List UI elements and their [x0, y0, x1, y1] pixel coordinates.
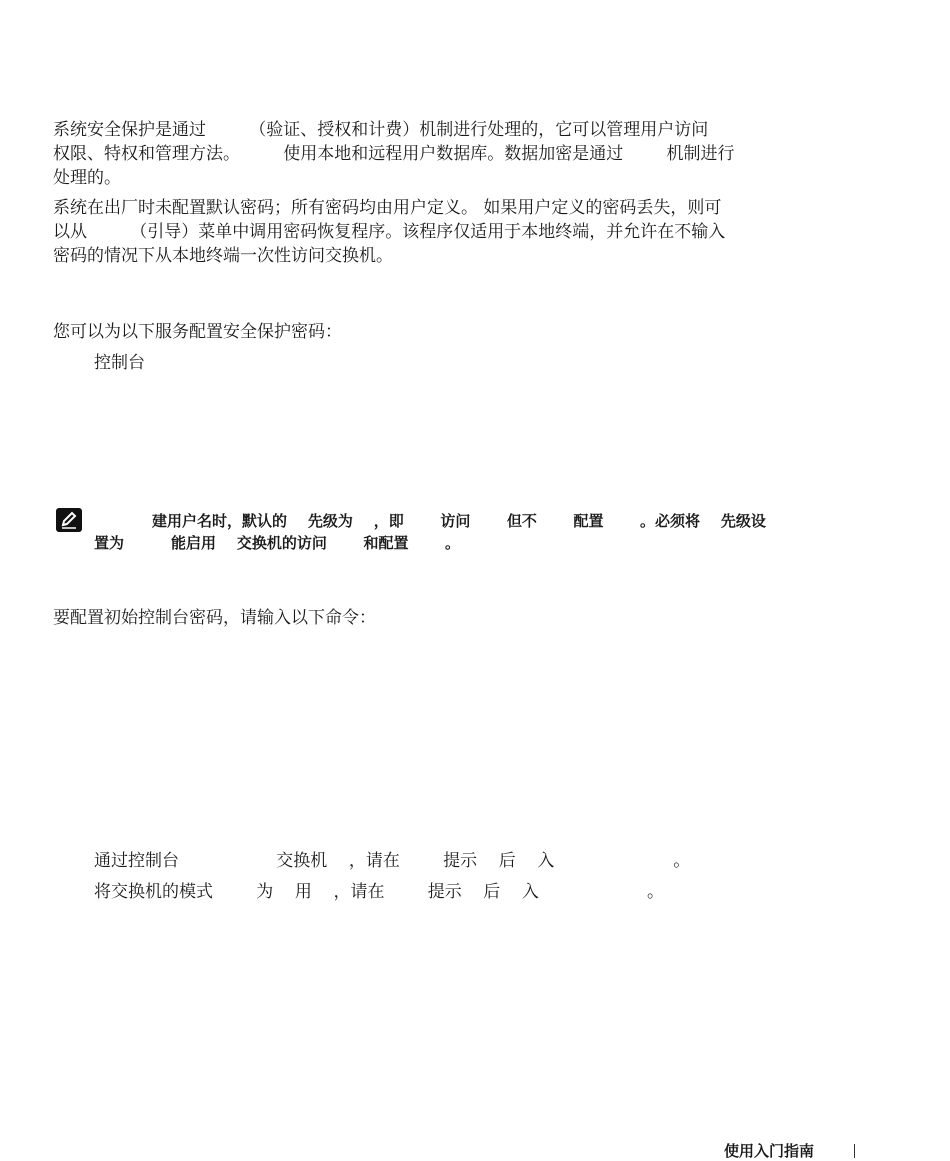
intro-line-1: 系统安全保护是通过 （验证、授权和计费）机制进行处理的，它可以管理用户访问 [53, 120, 709, 140]
default-password-line-3: 密码的情况下从本地终端一次性访问交换机。 [53, 246, 393, 266]
service-item-console: 控制台 [94, 353, 145, 373]
note-line-1: 建用户名时，默认的 先级为 ，即 访问 但不 配置 。必须将 先级设 [152, 512, 766, 530]
step-1: 通过控制台 交换机 ，请在 提示 后 入 。 [94, 851, 691, 871]
console-password-intro: 要配置初始控制台密码，请输入以下命令： [53, 608, 376, 628]
services-intro: 您可以为以下服务配置安全保护密码： [53, 322, 342, 342]
footer-divider [854, 1144, 855, 1158]
step-2: 将交换机的模式 为 用 ，请在 提示 后 入 。 [94, 882, 664, 902]
note-line-2: 置为 能启用 交换机的访问 和配置 。 [94, 534, 461, 552]
intro-line-3: 处理的。 [53, 168, 121, 188]
pencil-note-icon [56, 508, 82, 532]
default-password-line-2: 以从 （引导）菜单中调用密码恢复程序。该程序仅适用于本地终端，并允许在不输入 [53, 222, 726, 242]
intro-line-2: 权限、特权和管理方法。 使用本地和远程用户数据库。数据加密是通过 机制进行 [53, 144, 735, 164]
default-password-line-1: 系统在出厂时未配置默认密码；所有密码均由用户定义。 如果用户定义的密码丢失，则可 [53, 198, 722, 218]
footer-label: 使用入门指南 [724, 1142, 815, 1160]
